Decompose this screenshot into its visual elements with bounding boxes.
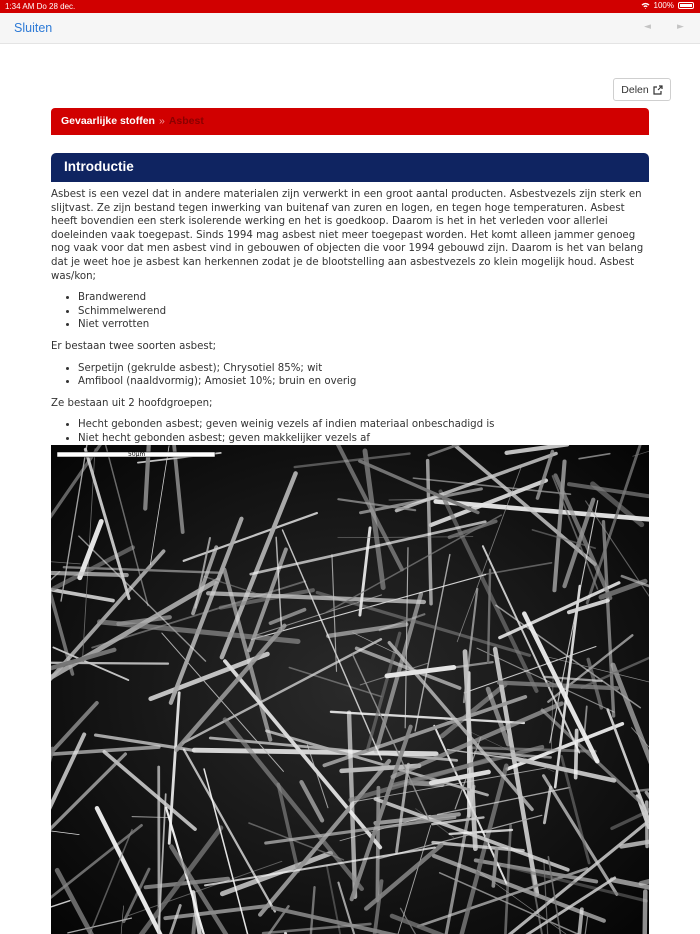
status-time: 1:34 AM Do 28 dec.: [5, 2, 76, 11]
types-list: [51, 362, 649, 389]
list-item: • Brandwerend: [78, 291, 649, 305]
wifi-icon: [641, 2, 650, 9]
list-item: • Niet hecht gebonden asbest; geven makkelijker vezels af: [78, 432, 649, 446]
back-arrow-icon[interactable]: ◄: [644, 22, 651, 32]
micrograph-image: [51, 445, 649, 934]
list-item: • Serpetijn (gekrulde asbest); Chrysotiel 85%; wit: [78, 362, 649, 376]
groups-list: [51, 418, 649, 445]
scale-label: 50µm: [128, 451, 146, 458]
list-item: • Hecht gebonden asbest; geven weinig vezels af indien materiaal onbeschadigd is: [78, 418, 649, 432]
section-header: [51, 153, 649, 182]
properties-list: [51, 291, 649, 332]
share-label: Delen: [621, 83, 649, 96]
share-button[interactable]: [613, 78, 671, 101]
section-title: Introductie: [64, 159, 134, 174]
fiber-texture: [576, 731, 577, 778]
status-bar: [0, 0, 700, 13]
breadcrumb: [51, 108, 649, 135]
status-right: [641, 1, 694, 10]
article-content: [51, 188, 649, 454]
asbestos-micrograph: [51, 445, 649, 934]
list-item: • Niet verrotten: [78, 318, 649, 332]
breadcrumb-parent[interactable]: Gevaarlijke stoffen: [61, 115, 155, 127]
list-item: • Schimmelwerend: [78, 305, 649, 319]
fiber-texture: [51, 572, 127, 575]
navigation-bar: [0, 13, 700, 44]
forward-arrow-icon[interactable]: ►: [677, 22, 684, 32]
breadcrumb-separator: »: [158, 115, 165, 127]
breadcrumb-current: Asbest: [168, 115, 204, 127]
battery-text: 100%: [653, 1, 674, 10]
list-item: • Amfibool (naaldvormig); Amosiet 10%; bruin en overig: [78, 375, 649, 389]
types-intro: Er bestaan twee soorten asbest;: [51, 340, 217, 352]
close-button[interactable]: Sluiten: [14, 21, 53, 35]
battery-icon: [678, 2, 694, 9]
intro-paragraph: Asbest is een vezel dat in andere materialen zijn verwerkt in een groot aantal producten. Asbestvezels zijn sterk en slijtvast. Ze zijn bestand tegen inwerking van buitenaf van zuren en logen, en tegen hoge temperaturen. Asbest heeft bovendien een sterk isolerende werking en het is goedkoop. Daarom is het in het verleden voor allerlei doeleinden vaak toegepast. Sinds 1994 mag asbest niet meer toegepast worden. Het komt alleen jammer genoeg nog vaak voor dat men asbest vind in gebouwen of objecten die voor 1994 gebouwd zijn. Daarom is het van belang dat je weet hoe je asbest kan herkennen zodat je de blootstelling aan asbestvezels zo klein mogelijk houd. Asbest was/kon;: [51, 189, 644, 282]
share-icon: [653, 85, 663, 95]
groups-intro: Ze bestaan uit 2 hoofdgroepen;: [51, 397, 213, 409]
fiber-texture: [643, 891, 645, 934]
